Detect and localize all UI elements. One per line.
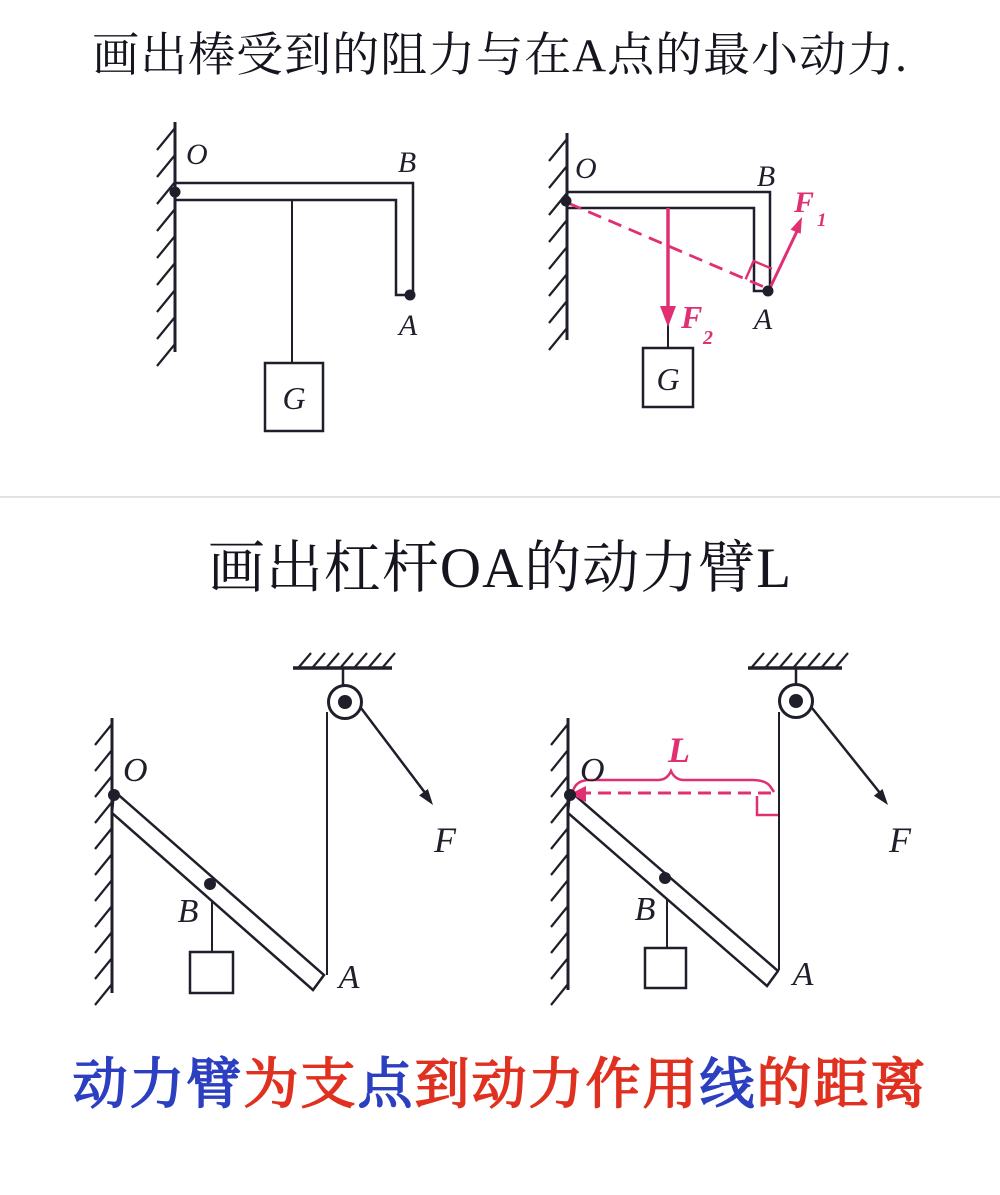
right-angle-marker bbox=[757, 796, 778, 815]
wall-hatching bbox=[95, 724, 112, 1005]
diagram-rod-plain bbox=[157, 122, 418, 431]
pulley-hub bbox=[789, 694, 803, 708]
label-F1-subscript: 1 bbox=[817, 210, 827, 231]
section2-title: 画出杠杆OA的动力臂L bbox=[207, 537, 793, 600]
label-F2: F bbox=[681, 299, 703, 335]
force-F2-arrowhead bbox=[660, 306, 676, 327]
label-A: A bbox=[753, 303, 773, 336]
label-L: L bbox=[668, 730, 690, 770]
caption-segment: 的距离 bbox=[756, 1054, 928, 1115]
pivot-dot-O bbox=[170, 187, 181, 198]
right-angle-marker bbox=[746, 261, 772, 279]
label-A: A bbox=[398, 309, 418, 342]
label-F: F bbox=[889, 820, 911, 860]
section-divider bbox=[0, 496, 1000, 498]
pulley-hub bbox=[338, 695, 352, 709]
rope-F-line bbox=[812, 708, 884, 798]
label-G: G bbox=[656, 361, 680, 397]
wall-hatching bbox=[551, 724, 568, 1005]
force-F1-line bbox=[770, 227, 799, 288]
ceiling-hatching bbox=[752, 653, 848, 667]
label-F: F bbox=[434, 820, 456, 860]
label-G: G bbox=[282, 380, 306, 416]
label-B: B bbox=[634, 891, 656, 928]
force-F-arrowhead bbox=[874, 789, 888, 805]
diagram-lever-plain bbox=[95, 653, 457, 1005]
pivot-dot-O bbox=[561, 196, 572, 207]
label-B: B bbox=[177, 893, 199, 930]
diagram-rod-solved bbox=[549, 133, 827, 407]
pivot-dot-O bbox=[564, 789, 576, 801]
weight-box bbox=[645, 948, 686, 988]
point-dot-A bbox=[763, 286, 774, 297]
lever-arm-dashed-line bbox=[568, 203, 764, 287]
label-F1: F bbox=[794, 186, 815, 219]
point-dot-A bbox=[405, 290, 416, 301]
label-A: A bbox=[338, 959, 360, 996]
point-dot-B bbox=[659, 872, 671, 884]
pivot-dot-O bbox=[108, 789, 120, 801]
lever-rod bbox=[175, 183, 413, 295]
definition-caption bbox=[0, 1040, 1000, 1119]
caption-segment: 动力臂 bbox=[72, 1054, 244, 1115]
wall-hatching bbox=[157, 128, 175, 366]
wall-hatching bbox=[549, 139, 567, 350]
force-F1-arrowhead bbox=[791, 217, 803, 234]
force-F-arrowhead bbox=[419, 789, 433, 805]
weight-box bbox=[190, 952, 233, 993]
diagram-lever-solved bbox=[551, 653, 912, 1005]
section1-title: 画出棒受到的阻力与在A点的最小动力. bbox=[92, 30, 908, 82]
label-B: B bbox=[756, 160, 776, 193]
label-A: A bbox=[792, 956, 814, 993]
rope-F-line bbox=[361, 708, 429, 798]
label-B: B bbox=[397, 146, 417, 179]
caption-segment: 线 bbox=[699, 1054, 757, 1115]
label-O: O bbox=[186, 138, 208, 171]
label-F2-subscript: 2 bbox=[703, 327, 713, 349]
ceiling-hatching bbox=[299, 653, 395, 667]
label-O: O bbox=[123, 752, 148, 789]
caption-segment: 为支 bbox=[243, 1054, 358, 1115]
label-O: O bbox=[575, 152, 597, 185]
label-O: O bbox=[580, 752, 605, 789]
point-dot-B bbox=[204, 878, 216, 890]
caption-segment: 点 bbox=[357, 1054, 415, 1115]
caption-segment: 到动力作用 bbox=[414, 1054, 700, 1115]
